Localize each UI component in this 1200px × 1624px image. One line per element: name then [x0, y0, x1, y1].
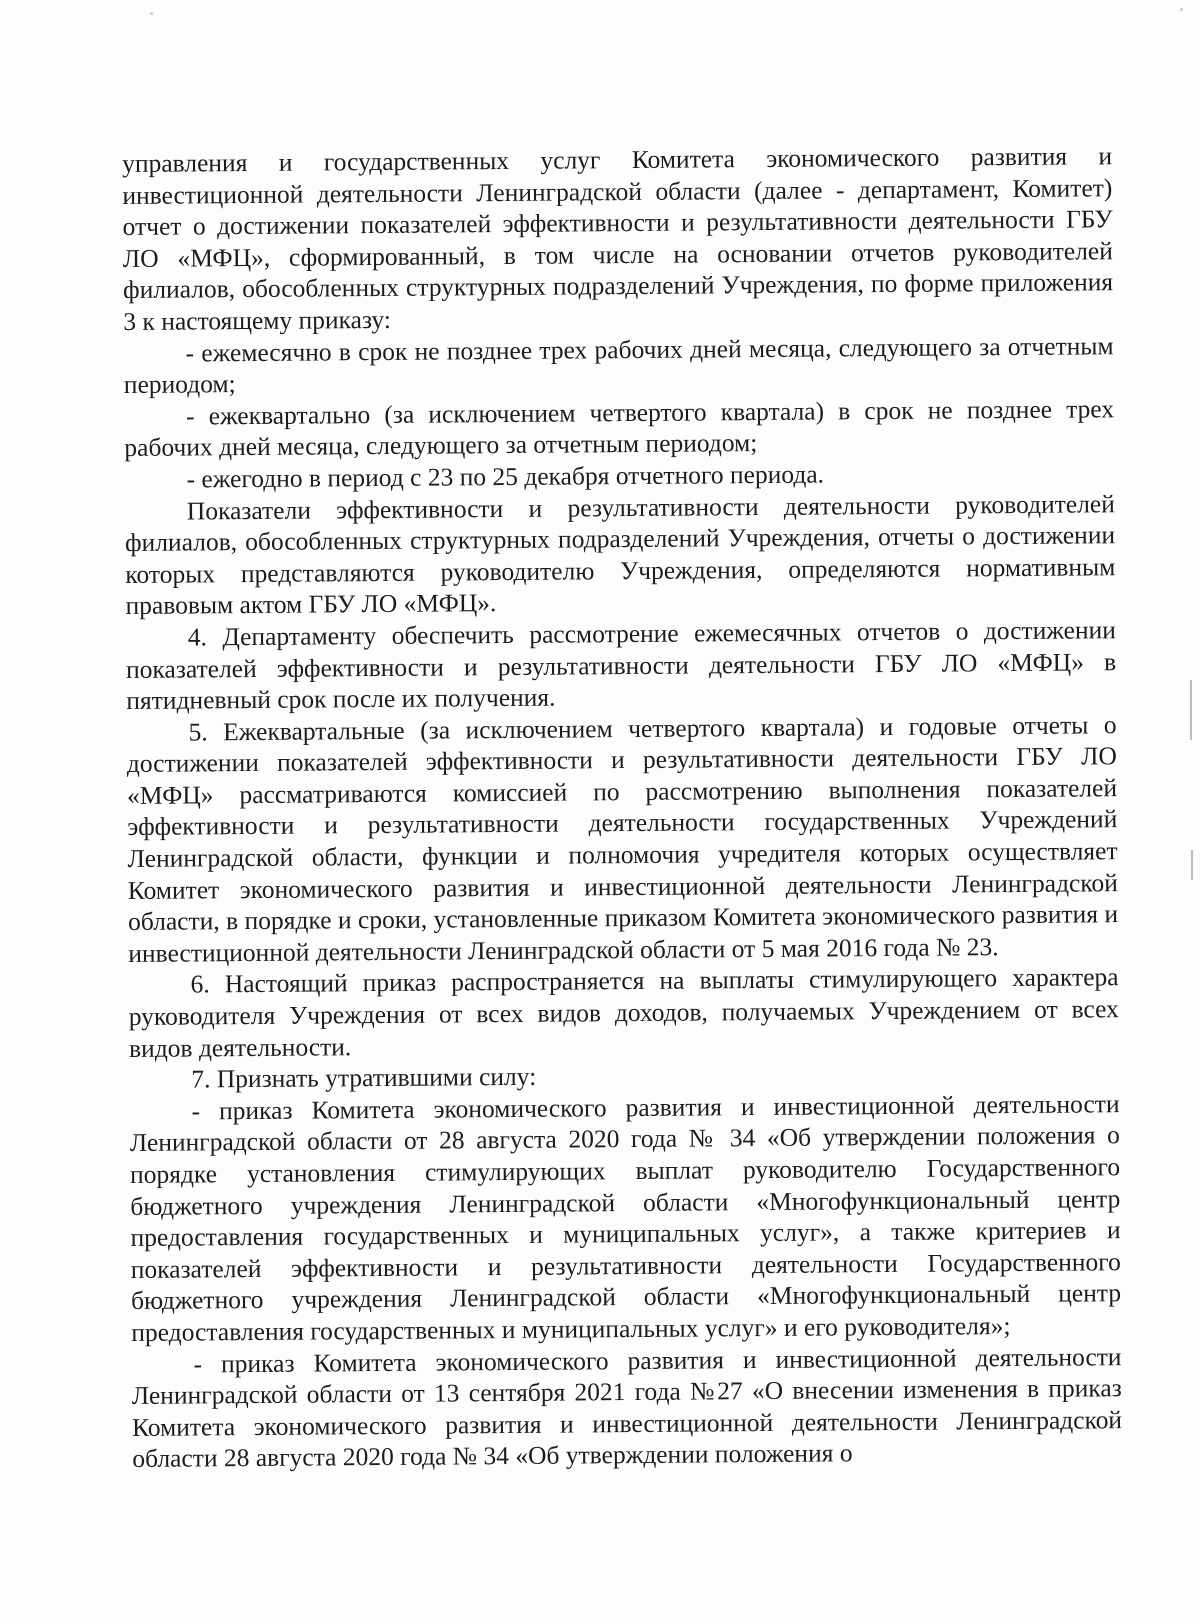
paragraph-quarterly: - ежеквартально (за исключением четвертого квартала) в срок не позднее трех рабочих дней месяца, следующего за отчетным периодом; — [124, 393, 1115, 463]
paragraph-indicators: Показатели эффективности и результативности деятельности руководителей филиалов, обособленных структурных подразделений Учреждения, отчеты о достижении которых представляются руководителю Учреждения, определяются нормативным правовым актом ГБУ ЛО «МФЦ». — [124, 488, 1116, 621]
document-body — [122, 140, 1122, 1475]
paragraph-monthly: - ежемесячно в срок не позднее трех рабочих дней месяца, следующего за отчетным периодом; — [123, 330, 1114, 400]
paragraph-item-4: 4. Департаменту обеспечить рассмотрение ежемесячных отчетов о достижении показателей эффективности и результативности деятельности ГБУ ЛО «МФЦ» в пятидневный срок после их получения. — [125, 615, 1117, 716]
scan-speck — [1180, 8, 1183, 11]
paragraph-continuation: управления и государственных услуг Комитета экономического развития и инвестиционной деятельности Ленинградской области (далее - департамент, Комитет) отчет о достижении показателей эффективности и результативности деятельности ГБУ ЛО «МФЦ», сформированный, в том числе на основании отчетов руководителей филиалов, обособленных структурных подразделений Учреждения, по форме приложения 3 к настоящему приказу: — [122, 141, 1114, 336]
scan-speck — [150, 12, 153, 15]
paragraph-repealed-order-1: - приказ Комитета экономического развития и инвестиционной деятельности Ленинградской области от 28 августа 2020 года № 34 «Об утверждении положения о порядке установления стимулирующих выплат руководителю Государственного бюджетного учреждения Ленинградской области «Многофункциональный центр предоставления государственных и муниципальных услуг», а также критериев и показателей эффективности и результативности деятельности Государственного бюджетного учреждения Ленинградской области «Многофункциональный центр предоставления государственных и муниципальных услуг» и его руководителя»; — [129, 1089, 1122, 1347]
paragraph-yearly: - ежегодно в период с 23 по 25 декабря отчетного периода. — [186, 459, 825, 494]
paragraph-item-5: 5. Ежеквартальные (за исключением четвертого квартала) и годовые отчеты о достижении показателей эффективности и результативности деятельности ГБУ ЛО «МФЦ» рассматриваются комиссией по рассмотрению выполнения показателей эффективности и результативности деятельности государственных Учреждений Ленинградской области, функции и полномочия учредителя которых осуществляет Комитет экономического развития и инвестиционной деятельности Ленинградской области, в порядке и сроки, установленные приказом Комитета экономического развития и инвестиционной деятельности Ленинградской области от 5 мая 2016 года № 23. — [126, 709, 1119, 968]
paragraph-item-6: 6. Настоящий приказ распространяется на выплаты стимулирующего характера руководителя Учреждения от всех видов доходов, получаемых Учреждением от всех видов деятельности. — [128, 962, 1119, 1063]
scan-edge-mark — [1190, 680, 1192, 740]
paragraph-repealed-order-2: - приказ Комитета экономического развития и инвестиционной деятельности Ленинградской области от 13 сентября 2021 года №27 «О внесении изменения в приказ Комитета экономического развития и инвестиционной деятельности Ленинградской области 28 августа 2020 года № 34 «Об утверждении положения о — [131, 1341, 1123, 1474]
paragraph-item-7: 7. Признать утратившими силу: — [191, 1061, 537, 1094]
scan-edge-mark — [1191, 850, 1193, 880]
